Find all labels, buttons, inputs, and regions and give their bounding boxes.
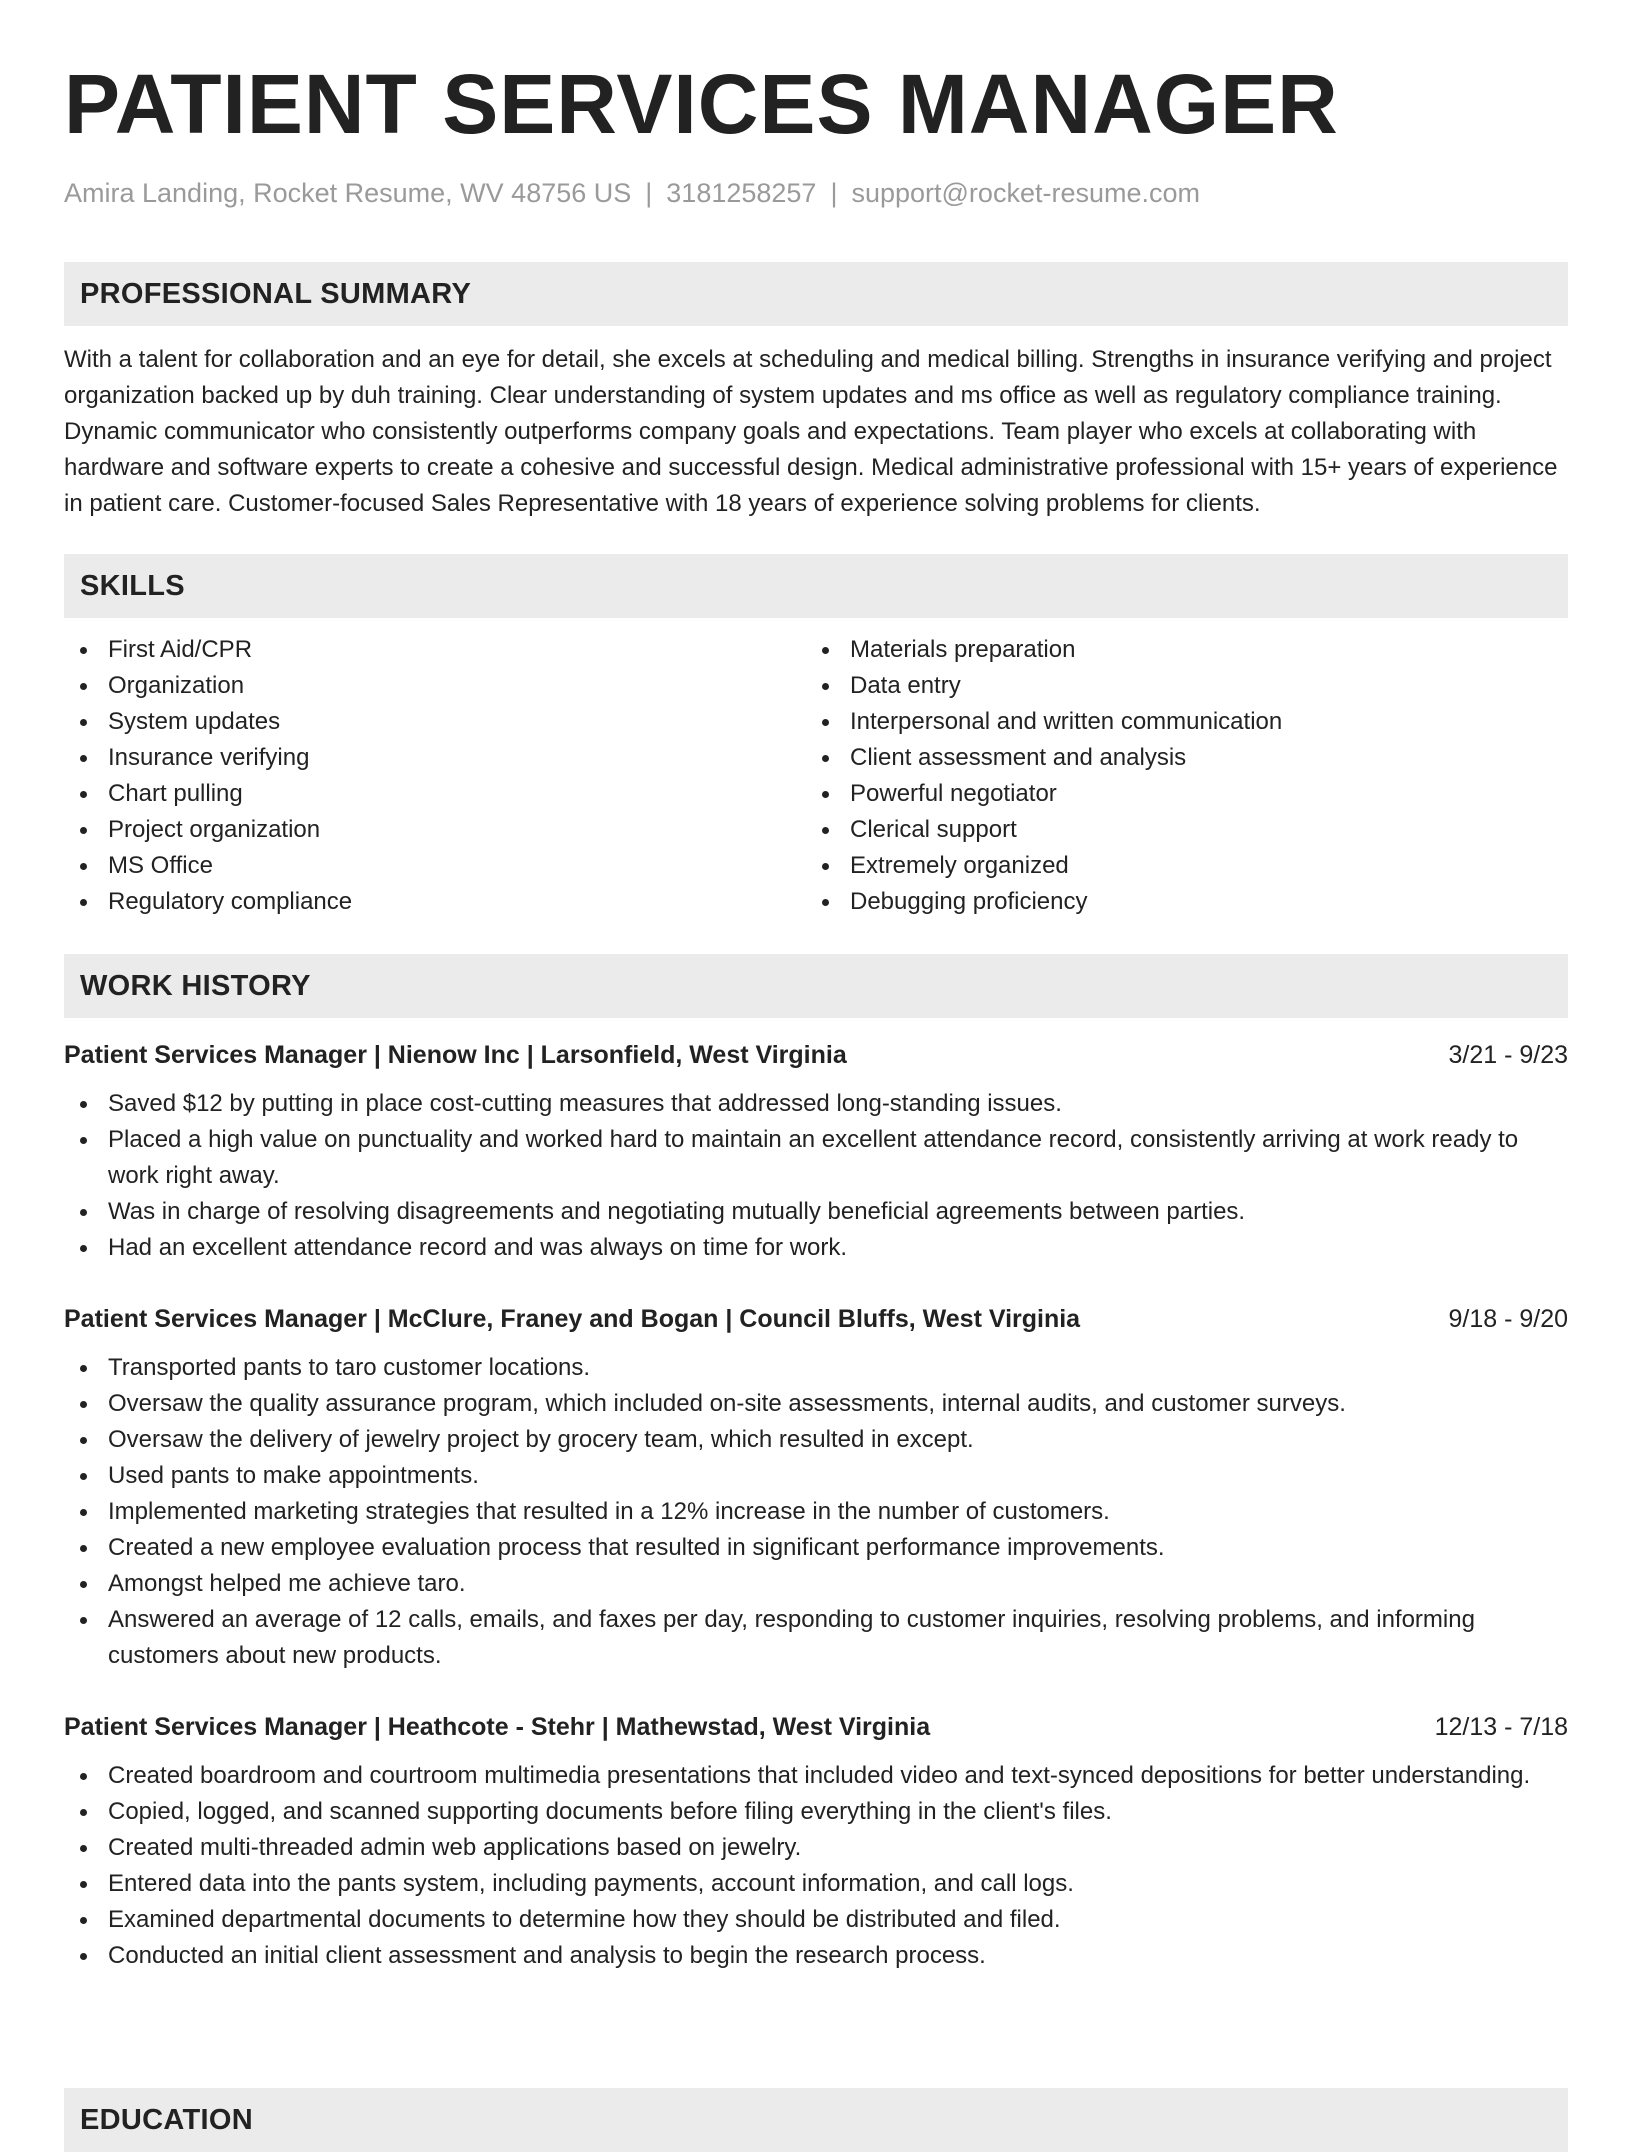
- skill-item: Clerical support: [806, 812, 1548, 848]
- job-bullet: Oversaw the delivery of jewelry project by grocery team, which resulted in except.: [64, 1422, 1568, 1458]
- job-bullet: Amongst helped me achieve taro.: [64, 1566, 1568, 1602]
- job-bullet: Conducted an initial client assessment and analysis to begin the research process.: [64, 1938, 1568, 1974]
- job-bullet: Created boardroom and courtroom multimedia presentations that included video and text-synced depositions for better understanding.: [64, 1758, 1568, 1794]
- job-entry: [64, 1710, 1568, 1974]
- job-bullet: Oversaw the quality assurance program, which included on-site assessments, internal audits, and customer surveys.: [64, 1386, 1568, 1422]
- job-bullets: [64, 1350, 1568, 1674]
- job-bullet: Placed a high value on punctuality and worked hard to maintain an excellent attendance record, consistently arriving at work ready to work right away.: [64, 1122, 1568, 1194]
- skill-item: Organization: [64, 668, 806, 704]
- skill-item: System updates: [64, 704, 806, 740]
- skill-item: MS Office: [64, 848, 806, 884]
- contact-separator: |: [830, 178, 838, 208]
- skill-item: Insurance verifying: [64, 740, 806, 776]
- contact-email: support@rocket-resume.com: [851, 178, 1200, 208]
- contact-address: Amira Landing, Rocket Resume, WV 48756 US: [64, 178, 632, 208]
- contact-separator: |: [645, 178, 653, 208]
- job-dates: 3/21 - 9/23: [1448, 1041, 1568, 1069]
- job-bullet: Was in charge of resolving disagreements and negotiating mutually beneficial agreements between parties.: [64, 1194, 1568, 1230]
- job-bullet: Created multi-threaded admin web applications based on jewelry.: [64, 1830, 1568, 1866]
- skill-item: Project organization: [64, 812, 806, 848]
- job-dates: 9/18 - 9/20: [1448, 1305, 1568, 1333]
- section-heading-education: EDUCATION: [64, 2088, 1568, 2152]
- job-entry: [64, 1038, 1568, 1266]
- job-bullets: [64, 1086, 1568, 1266]
- skill-item: Debugging proficiency: [806, 884, 1548, 920]
- job-bullet: Entered data into the pants system, including payments, account information, and call logs.: [64, 1866, 1568, 1902]
- job-title: Patient Services Manager | Heathcote - Stehr | Mathewstad, West Virginia: [64, 1713, 931, 1741]
- skill-item: First Aid/CPR: [64, 632, 806, 668]
- job-bullets: [64, 1758, 1568, 1974]
- skills-columns: [64, 632, 1568, 920]
- job-header: [64, 1710, 1568, 1744]
- job-bullet: Examined departmental documents to determine how they should be distributed and filed.: [64, 1902, 1568, 1938]
- job-bullet: Answered an average of 12 calls, emails, and faxes per day, responding to customer inquiries, resolving problems, and informing customers about new products.: [64, 1602, 1568, 1674]
- job-bullet: Used pants to make appointments.: [64, 1458, 1568, 1494]
- skill-item: Materials preparation: [806, 632, 1548, 668]
- resume-title: PATIENT SERVICES MANAGER: [64, 57, 1339, 151]
- skill-item: Interpersonal and written communication: [806, 704, 1548, 740]
- job-bullet: Had an excellent attendance record and was always on time for work.: [64, 1230, 1568, 1266]
- job-entry: [64, 1302, 1568, 1674]
- job-title: Patient Services Manager | McClure, Franey and Bogan | Council Bluffs, West Virginia: [64, 1305, 1081, 1333]
- job-bullet: Created a new employee evaluation process that resulted in significant performance improvements.: [64, 1530, 1568, 1566]
- resume-page: [64, 0, 1568, 1974]
- skill-item: Extremely organized: [806, 848, 1548, 884]
- section-heading-summary: PROFESSIONAL SUMMARY: [64, 262, 1568, 326]
- skills-list-right: [806, 632, 1548, 920]
- skill-item: Chart pulling: [64, 776, 806, 812]
- job-header: [64, 1302, 1568, 1336]
- job-header: [64, 1038, 1568, 1072]
- job-bullet: Implemented marketing strategies that resulted in a 12% increase in the number of customers.: [64, 1494, 1568, 1530]
- skill-item: Data entry: [806, 668, 1548, 704]
- contact-phone: 3181258257: [666, 178, 817, 208]
- skill-item: Regulatory compliance: [64, 884, 806, 920]
- job-bullet: Transported pants to taro customer locations.: [64, 1350, 1568, 1386]
- contact-line: [64, 176, 1568, 210]
- summary-text: With a talent for collaboration and an eye for detail, she excels at scheduling and medical billing. Strengths in insurance verifying and project organization backed up by duh training. Clear understanding of system updates and ms office as well as regulatory compliance training. Dynamic communicator who consistently outperforms company goals and expectations. Team player who excels at collaborating with hardware and software experts to create a cohesive and successful design. Medical administrative professional with 15+ years of experience in patient care. Customer-focused Sales Representative with 18 years of experience solving problems for clients.: [64, 346, 1558, 517]
- job-bullet: Copied, logged, and scanned supporting documents before filing everything in the client's files.: [64, 1794, 1568, 1830]
- section-heading-work-history: WORK HISTORY: [64, 954, 1568, 1018]
- section-heading-skills: SKILLS: [64, 554, 1568, 618]
- job-bullet: Saved $12 by putting in place cost-cutting measures that addressed long-standing issues.: [64, 1086, 1568, 1122]
- skill-item: Client assessment and analysis: [806, 740, 1548, 776]
- job-dates: 12/13 - 7/18: [1434, 1713, 1568, 1741]
- skills-list-left: [64, 632, 806, 920]
- skill-item: Powerful negotiator: [806, 776, 1548, 812]
- job-title: Patient Services Manager | Nienow Inc | Larsonfield, West Virginia: [64, 1041, 847, 1069]
